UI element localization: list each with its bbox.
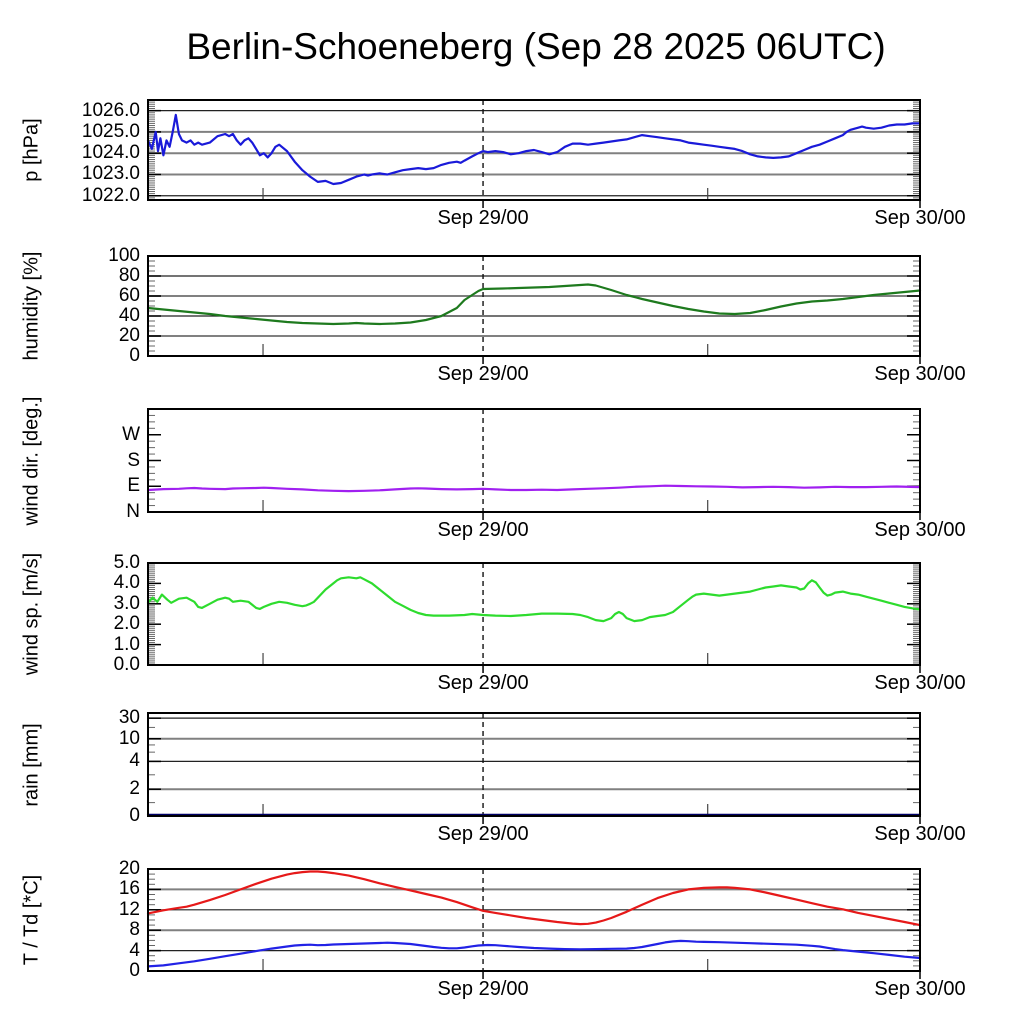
y-tick-label: 0 [129,960,140,981]
y-tick-label: 100 [108,245,140,266]
panel-wind-speed [20,552,966,694]
y-axis-ticks-temperature [48,858,148,981]
pressure-plot [148,100,920,200]
y-tick-label: 2.0 [113,613,140,635]
y-tick-label: 4 [129,750,140,772]
y-tick-label: 12 [118,898,140,920]
x-tick-label-sep29: Sep 29/00 [437,823,529,845]
y-axis-title-pressure: p [hPa] [20,118,43,182]
y-tick-label: 1025.0 [81,120,140,142]
y-tick-label: 8 [129,919,140,941]
panel-wind-direction [20,396,966,541]
y-tick-label: 0.0 [113,654,140,675]
x-tick-label-sep29: Sep 29/00 [437,978,529,1000]
panel-humidity [20,245,966,385]
y-tick-label: 1026.0 [81,99,140,121]
y-tick-label: 2 [129,778,140,800]
y-tick-label: 1023.0 [81,163,140,185]
y-tick-label: 40 [118,305,140,326]
y-tick-label: 80 [118,265,140,286]
y-tick-label: W [122,423,140,445]
y-axis-title-rain: rain [mm] [20,722,43,807]
wind-speed-plot [148,563,920,665]
y-axis-title-wind-direction: wind dir. [deg.] [20,396,43,525]
temperature-plot [148,869,920,971]
x-tick-label-sep29: Sep 29/00 [437,363,529,385]
panel-pressure [20,99,966,229]
y-axis-ticks-rain [48,707,148,826]
y-tick-label: 30 [118,707,140,729]
y-tick-label: 1022.0 [81,184,140,206]
y-axis-ticks-humidity [48,245,148,366]
y-tick-label: 4.0 [113,572,140,594]
x-tick-label-sep30: Sep 30/00 [874,823,966,845]
y-tick-label: 20 [118,858,140,879]
y-axis-title-wind-speed: wind sp. [m/s] [20,552,43,676]
humidity-plot [148,256,920,356]
y-tick-label: N [126,501,140,522]
y-axis-title-humidity: humidity [%] [20,251,43,361]
y-tick-label: 60 [118,285,140,306]
y-axis-ticks-wind-speed [48,552,148,675]
y-axis-title-temperature: T / Td [*C] [20,874,43,966]
x-tick-label-sep29: Sep 29/00 [437,672,529,694]
x-tick-label-sep30: Sep 30/00 [874,978,966,1000]
y-tick-label: 3.0 [113,592,140,614]
y-tick-label: 1.0 [113,633,140,655]
y-tick-label: 20 [118,325,140,346]
rain-plot [148,713,920,816]
y-tick-label: E [127,475,140,497]
x-tick-label-sep29: Sep 29/00 [437,207,529,229]
x-tick-label-sep29: Sep 29/00 [437,519,529,541]
y-axis-ticks-wind-direction [48,409,148,522]
y-tick-label: 0 [129,805,140,826]
y-tick-label: 10 [118,727,140,749]
y-tick-label: S [127,449,140,471]
panel-temperature [20,858,966,1000]
y-tick-label: 4 [129,939,140,961]
y-axis-ticks-pressure [48,99,148,206]
wind-direction-plot [148,409,920,512]
x-tick-label-sep30: Sep 30/00 [874,519,966,541]
y-tick-label: 1024.0 [81,142,140,164]
y-tick-label: 0 [129,345,140,366]
x-tick-label-sep30: Sep 30/00 [874,672,966,694]
x-tick-label-sep30: Sep 30/00 [874,363,966,385]
page-title: Berlin-Schoeneberg (Sep 28 2025 06UTC) [186,26,886,67]
y-tick-label: 5.0 [113,552,140,573]
y-tick-label: 16 [118,878,140,900]
x-tick-label-sep30: Sep 30/00 [874,207,966,229]
panel-rain [20,707,966,845]
